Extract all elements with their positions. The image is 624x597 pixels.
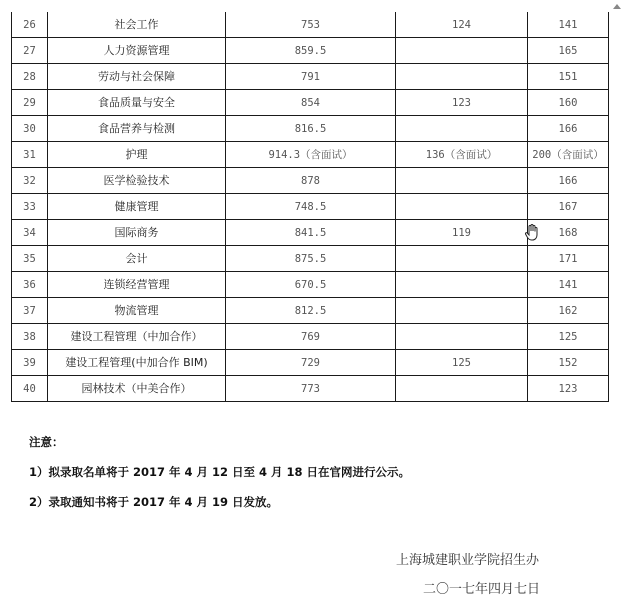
row-number-cell: 37: [12, 298, 48, 324]
table-row: [12, 324, 609, 350]
note-item-2: 2）录取通知书将于 2017 年 4 月 19 日发放。: [29, 495, 279, 509]
row-number-cell: 38: [12, 324, 48, 350]
score-c-cell: 168: [528, 220, 609, 246]
score-a-cell: 748.5: [226, 194, 396, 220]
score-b-cell: [396, 324, 528, 350]
row-number-cell: 35: [12, 246, 48, 272]
score-c-cell: 123: [528, 376, 609, 402]
major-name-cell: 劳动与社会保障: [48, 64, 226, 90]
table-row: [12, 376, 609, 402]
score-c-cell: 141: [528, 272, 609, 298]
major-name-cell: 食品营养与检测: [48, 116, 226, 142]
row-number-cell: 36: [12, 272, 48, 298]
score-a-cell: 854: [226, 90, 396, 116]
note-item-1: 1）拟录取名单将于 2017 年 4 月 12 日至 4 月 18 日在官网进行公示。: [29, 465, 411, 479]
score-b-cell: [396, 64, 528, 90]
score-a-cell: 875.5: [226, 246, 396, 272]
score-a-cell: 878: [226, 168, 396, 194]
score-b-cell: 119: [396, 220, 528, 246]
table-row: [12, 116, 609, 142]
scroll-up-arrow-icon[interactable]: [613, 4, 621, 9]
score-b-cell: [396, 194, 528, 220]
signature-date: 二〇一七年四月七日: [423, 582, 541, 597]
score-b-cell: 123: [396, 90, 528, 116]
row-number-cell: 30: [12, 116, 48, 142]
table-row: [12, 142, 609, 168]
score-c-cell: 167: [528, 194, 609, 220]
table-row: [12, 350, 609, 376]
score-c-cell: 165: [528, 38, 609, 64]
signature-office: 上海城建职业学院招生办: [396, 553, 540, 568]
major-name-cell: 会计: [48, 246, 226, 272]
row-number-cell: 34: [12, 220, 48, 246]
score-c-cell: 166: [528, 116, 609, 142]
score-c-cell: 171: [528, 246, 609, 272]
hand-pointer-icon: [524, 224, 542, 244]
table-row: [12, 246, 609, 272]
table-row: [12, 12, 609, 38]
score-c-cell: 151: [528, 64, 609, 90]
row-number-cell: 28: [12, 64, 48, 90]
score-a-cell: 729: [226, 350, 396, 376]
major-name-cell: 园林技术（中美合作）: [48, 376, 226, 402]
score-table-body: [12, 12, 609, 402]
table-row: [12, 272, 609, 298]
score-b-cell: 136（含面试）: [396, 142, 528, 168]
score-b-cell: [396, 168, 528, 194]
notes-title: 注意：: [29, 435, 64, 449]
table-row: [12, 220, 609, 246]
major-name-cell: 社会工作: [48, 12, 226, 38]
score-c-cell: 166: [528, 168, 609, 194]
score-a-cell: 753: [226, 12, 396, 38]
table-row: [12, 168, 609, 194]
score-b-cell: [396, 38, 528, 64]
score-a-cell: 841.5: [226, 220, 396, 246]
score-b-cell: [396, 298, 528, 324]
major-name-cell: 食品质量与安全: [48, 90, 226, 116]
row-number-cell: 32: [12, 168, 48, 194]
row-number-cell: 33: [12, 194, 48, 220]
score-c-cell: 200（含面试）: [528, 142, 609, 168]
major-name-cell: 健康管理: [48, 194, 226, 220]
score-a-cell: 769: [226, 324, 396, 350]
score-b-cell: [396, 246, 528, 272]
score-b-cell: [396, 116, 528, 142]
score-a-cell: 812.5: [226, 298, 396, 324]
score-b-cell: [396, 376, 528, 402]
score-a-cell: 791: [226, 64, 396, 90]
major-name-cell: 连锁经营管理: [48, 272, 226, 298]
major-name-cell: 人力资源管理: [48, 38, 226, 64]
major-name-cell: 物流管理: [48, 298, 226, 324]
score-c-cell: 152: [528, 350, 609, 376]
major-name-cell: 建设工程管理（中加合作）: [48, 324, 226, 350]
score-b-cell: 124: [396, 12, 528, 38]
score-c-cell: 141: [528, 12, 609, 38]
score-a-cell: 670.5: [226, 272, 396, 298]
score-a-cell: 859.5: [226, 38, 396, 64]
row-number-cell: 27: [12, 38, 48, 64]
row-number-cell: 39: [12, 350, 48, 376]
score-a-cell: 773: [226, 376, 396, 402]
row-number-cell: 31: [12, 142, 48, 168]
row-number-cell: 40: [12, 376, 48, 402]
table-row: [12, 90, 609, 116]
score-b-cell: 125: [396, 350, 528, 376]
score-a-cell: 816.5: [226, 116, 396, 142]
table-row: [12, 38, 609, 64]
major-name-cell: 国际商务: [48, 220, 226, 246]
score-b-cell: [396, 272, 528, 298]
table-row: [12, 64, 609, 90]
major-name-cell: 建设工程管理(中加合作 BIM): [48, 350, 226, 376]
admission-score-table: [11, 12, 609, 402]
table-row: [12, 298, 609, 324]
major-name-cell: 医学检验技术: [48, 168, 226, 194]
score-c-cell: 125: [528, 324, 609, 350]
table-row: [12, 194, 609, 220]
score-a-cell: 914.3（含面试）: [226, 142, 396, 168]
row-number-cell: 29: [12, 90, 48, 116]
score-c-cell: 160: [528, 90, 609, 116]
major-name-cell: 护理: [48, 142, 226, 168]
score-c-cell: 162: [528, 298, 609, 324]
row-number-cell: 26: [12, 12, 48, 38]
